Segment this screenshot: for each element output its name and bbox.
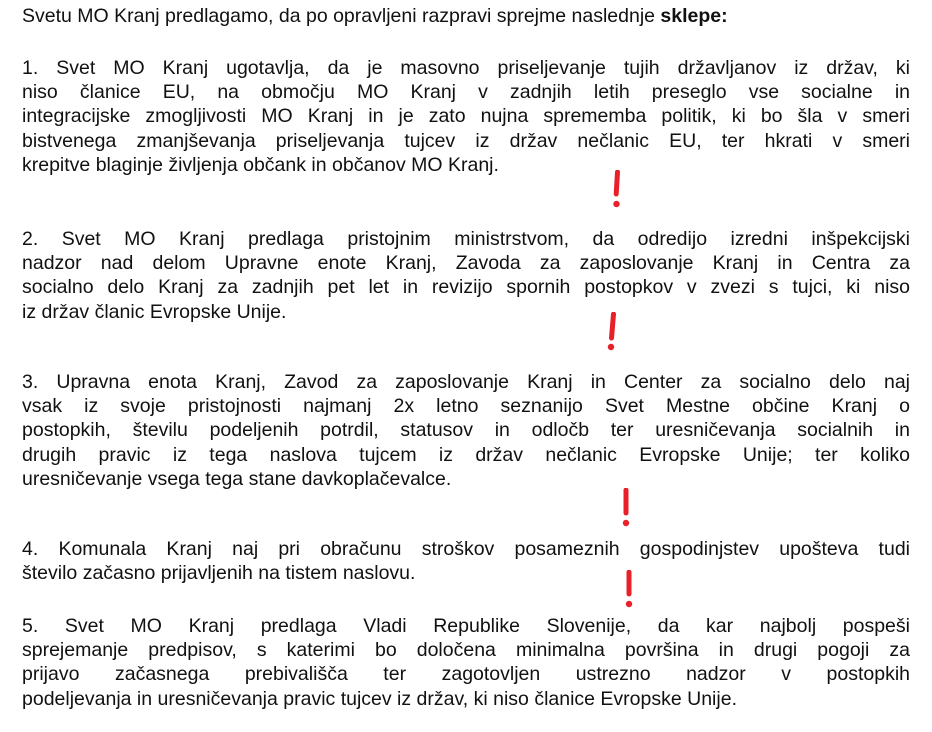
resolution-item-1 (22, 56, 910, 177)
item-line: krepitve blaginje življenja občank in občanov MO Kranj. (22, 153, 499, 176)
intro-paragraph (22, 4, 912, 29)
item-line: socialno delo Kranj za zadnjih pet let in revizijo spornih postopkov v zvezi s tujci, ki niso (22, 276, 910, 299)
item-line: bistvenega zmanjševanja priseljevanja tujcev iz držav nečlanic EU, ter hkrati v smeri (22, 129, 910, 152)
item-line: iz držav članic Evropske Unije. (22, 300, 287, 323)
item-line: prijavo začasnega prebivališča ter zagotovljen ustrezno nadzor v postopkih (22, 663, 910, 686)
item-line: postopkih, številu podeljenih potrdil, statusov in odločb ter uresničevanja socialnih in (22, 419, 910, 442)
resolution-item-4 (22, 537, 910, 585)
item-line: 5. Svet MO Kranj predlaga Vladi Republike Slovenije, da kar najbolj pospeši (22, 615, 910, 637)
intro-bold: sklepe: (660, 5, 728, 27)
intro-text: Svetu MO Kranj predlagamo, da po opravljeni razpravi sprejme naslednje (22, 5, 661, 27)
exclamation-mark-icon (620, 488, 632, 528)
item-line: sprejemanje predpisov, s katerimi bo določena minimalna površina in drugi pogoji za (22, 639, 910, 662)
exclamation-mark-icon (606, 312, 618, 352)
item-line: 3. Upravna enota Kranj, Zavod za zaposlovanje Kranj in Center za socialno delo naj (22, 371, 910, 393)
resolution-item-2 (22, 227, 910, 324)
resolution-item-3 (22, 370, 910, 491)
item-line: vsak iz svoje pristojnosti najmanj 2x letno seznanijo Svet Mestne občine Kranj o (22, 395, 910, 418)
resolution-item-5 (22, 614, 910, 711)
item-line: uresničevanje vsega tega stane davkoplačevalce. (22, 467, 452, 490)
item-line: število začasno prijavljenih na tistem naslovu. (22, 562, 416, 585)
item-line: integracijske zmogljivosti MO Kranj in je zato nujna sprememba politik, ki bo šla v smeri (22, 105, 910, 128)
item-line: 4. Komunala Kranj naj pri obračunu stroškov posameznih gospodinjstev upošteva tudi (22, 538, 910, 560)
item-line: nadzor nad delom Upravne enote Kranj, Zavoda za zaposlovanje Kranj in Centra za (22, 252, 910, 275)
exclamation-mark-icon (623, 570, 635, 610)
item-line: niso članice EU, na območju MO Kranj v zadnjih letih preseglo vse socialne in (22, 81, 910, 104)
exclamation-mark-icon (611, 170, 623, 210)
item-line: drugih pravic iz tega naslova tujcem iz držav nečlanic Evropske Unije; ter koliko (22, 443, 910, 466)
item-line: podeljevanja in uresničevanja pravic tujcev iz držav, ki niso članice Evropske Unije. (22, 687, 737, 710)
item-line: 2. Svet MO Kranj predlaga pristojnim ministrstvom, da odredijo izredni inšpekcijski (22, 228, 910, 250)
item-line: 1. Svet MO Kranj ugotavlja, da je masovno priseljevanje tujih državljanov iz držav, ki (22, 57, 910, 79)
